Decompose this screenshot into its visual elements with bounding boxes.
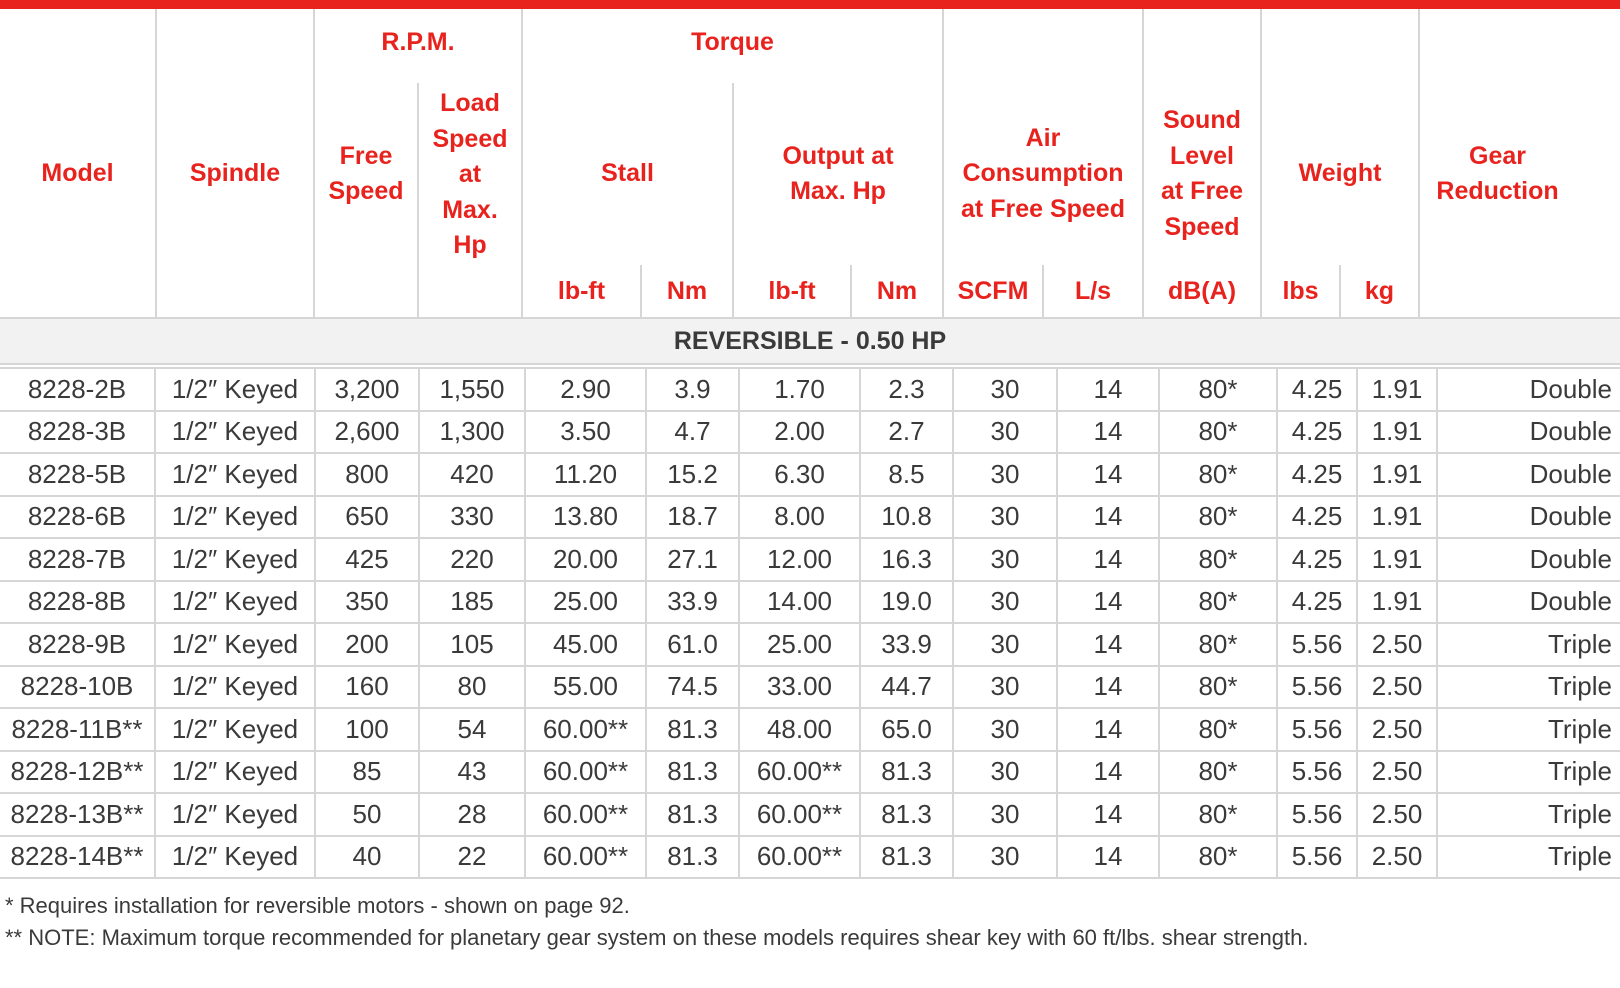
cell-lbs: 5.56 (1277, 751, 1357, 794)
cell-stall-lbft: 55.00 (525, 666, 646, 709)
cell-load-speed: 1,300 (419, 411, 525, 454)
cell-scfm: 30 (953, 623, 1057, 666)
cell-scfm: 30 (953, 666, 1057, 709)
cell-output-nm: 10.8 (860, 496, 953, 539)
header-torque: Torque (691, 28, 774, 57)
cell-scfm: 30 (953, 793, 1057, 836)
cell-gear: Triple (1437, 708, 1620, 751)
cell-stall-lbft: 60.00** (525, 708, 646, 751)
cell-load-speed: 105 (419, 623, 525, 666)
header-free-speed: Free Speed (328, 141, 404, 205)
cell-ls: 14 (1057, 666, 1159, 709)
cell-stall-lbft: 60.00** (525, 751, 646, 794)
cell-kg: 1.91 (1357, 538, 1437, 581)
section-title: REVERSIBLE - 0.50 HP (0, 317, 1620, 365)
cell-kg: 2.50 (1357, 836, 1437, 879)
cell-stall-nm: 81.3 (646, 751, 739, 794)
cell-stall-lbft: 2.90 (525, 368, 646, 411)
cell-free-speed: 650 (315, 496, 419, 539)
cell-model: 8228-12B** (0, 751, 155, 794)
table-row (0, 368, 1620, 411)
cell-model: 8228-11B** (0, 708, 155, 751)
table-row (0, 666, 1620, 709)
cell-output-nm: 81.3 (860, 793, 953, 836)
cell-kg: 2.50 (1357, 708, 1437, 751)
cell-stall-nm: 3.9 (646, 368, 739, 411)
cell-stall-lbft: 3.50 (525, 411, 646, 454)
table-row (0, 793, 1620, 836)
cell-ls: 14 (1057, 623, 1159, 666)
cell-output-nm: 16.3 (860, 538, 953, 581)
cell-model: 8228-3B (0, 411, 155, 454)
header-stall: Stall (601, 159, 654, 188)
unit-stall-nm: Nm (666, 277, 708, 306)
cell-stall-nm: 4.7 (646, 411, 739, 454)
header-air: Air Consumption at Free Speed (961, 123, 1125, 223)
cell-load-speed: 54 (419, 708, 525, 751)
cell-lbs: 5.56 (1277, 708, 1357, 751)
header-sound: Sound Level at Free Speed (1161, 106, 1243, 241)
cell-gear: Triple (1437, 751, 1620, 794)
cell-output-nm: 8.5 (860, 453, 953, 496)
header-rpm: R.P.M. (381, 28, 455, 57)
cell-free-speed: 425 (315, 538, 419, 581)
cell-load-speed: 1,550 (419, 368, 525, 411)
cell-output-lbft: 8.00 (739, 496, 860, 539)
cell-gear: Double (1437, 368, 1620, 411)
cell-output-lbft: 25.00 (739, 623, 860, 666)
cell-gear: Double (1437, 411, 1620, 454)
cell-load-speed: 43 (419, 751, 525, 794)
cell-scfm: 30 (953, 581, 1057, 624)
cell-dba: 80* (1159, 411, 1277, 454)
cell-model: 8228-10B (0, 666, 155, 709)
cell-kg: 2.50 (1357, 793, 1437, 836)
cell-spindle: 1/2″ Keyed (155, 836, 315, 879)
spec-table (0, 367, 1620, 879)
unit-dba: dB(A) (1167, 277, 1237, 306)
cell-stall-lbft: 20.00 (525, 538, 646, 581)
cell-dba: 80* (1159, 836, 1277, 879)
cell-output-nm: 33.9 (860, 623, 953, 666)
cell-spindle: 1/2″ Keyed (155, 368, 315, 411)
cell-gear: Double (1437, 453, 1620, 496)
cell-stall-nm: 81.3 (646, 836, 739, 879)
cell-lbs: 4.25 (1277, 538, 1357, 581)
cell-dba: 80* (1159, 538, 1277, 581)
cell-free-speed: 3,200 (315, 368, 419, 411)
table-header (0, 9, 1620, 317)
cell-model: 8228-7B (0, 538, 155, 581)
cell-load-speed: 185 (419, 581, 525, 624)
cell-lbs: 5.56 (1277, 666, 1357, 709)
cell-output-lbft: 33.00 (739, 666, 860, 709)
cell-dba: 80* (1159, 708, 1277, 751)
cell-lbs: 5.56 (1277, 836, 1357, 879)
cell-stall-nm: 18.7 (646, 496, 739, 539)
unit-lbs: lbs (1282, 277, 1319, 306)
cell-ls: 14 (1057, 836, 1159, 879)
footnote-2: ** NOTE: Maximum torque recommended for planetary gear system on these models requires shear key with 60 ft/lbs. shear strength. (5, 925, 1309, 950)
unit-output-nm: Nm (876, 277, 918, 306)
cell-scfm: 30 (953, 368, 1057, 411)
header-gear: Gear Reduction (1436, 141, 1559, 205)
cell-kg: 2.50 (1357, 666, 1437, 709)
unit-scfm: SCFM (957, 277, 1029, 306)
unit-kg: kg (1364, 277, 1395, 306)
cell-lbs: 4.25 (1277, 411, 1357, 454)
cell-output-lbft: 48.00 (739, 708, 860, 751)
cell-model: 8228-2B (0, 368, 155, 411)
header-model: Model (41, 159, 114, 188)
cell-ls: 14 (1057, 453, 1159, 496)
cell-output-nm: 44.7 (860, 666, 953, 709)
table-row (0, 751, 1620, 794)
cell-kg: 1.91 (1357, 368, 1437, 411)
table-row (0, 411, 1620, 454)
cell-free-speed: 800 (315, 453, 419, 496)
table-row (0, 496, 1620, 539)
cell-stall-lbft: 11.20 (525, 453, 646, 496)
cell-spindle: 1/2″ Keyed (155, 666, 315, 709)
cell-output-lbft: 60.00** (739, 836, 860, 879)
cell-free-speed: 200 (315, 623, 419, 666)
table-row (0, 538, 1620, 581)
cell-model: 8228-9B (0, 623, 155, 666)
footnote-1: * Requires installation for reversible motors - shown on page 92. (5, 893, 630, 918)
unit-ls: L/s (1074, 277, 1112, 306)
cell-free-speed: 50 (315, 793, 419, 836)
cell-load-speed: 420 (419, 453, 525, 496)
cell-spindle: 1/2″ Keyed (155, 453, 315, 496)
cell-dba: 80* (1159, 751, 1277, 794)
cell-output-nm: 81.3 (860, 751, 953, 794)
cell-kg: 1.91 (1357, 411, 1437, 454)
cell-model: 8228-14B** (0, 836, 155, 879)
table-row (0, 581, 1620, 624)
cell-gear: Triple (1437, 666, 1620, 709)
cell-lbs: 4.25 (1277, 581, 1357, 624)
table-row (0, 453, 1620, 496)
cell-stall-lbft: 60.00** (525, 793, 646, 836)
cell-output-lbft: 1.70 (739, 368, 860, 411)
cell-stall-nm: 27.1 (646, 538, 739, 581)
cell-kg: 1.91 (1357, 453, 1437, 496)
cell-stall-nm: 15.2 (646, 453, 739, 496)
table-row (0, 836, 1620, 879)
cell-ls: 14 (1057, 708, 1159, 751)
cell-output-lbft: 2.00 (739, 411, 860, 454)
cell-ls: 14 (1057, 751, 1159, 794)
cell-free-speed: 40 (315, 836, 419, 879)
cell-kg: 1.91 (1357, 581, 1437, 624)
cell-load-speed: 80 (419, 666, 525, 709)
table-row (0, 623, 1620, 666)
cell-spindle: 1/2″ Keyed (155, 751, 315, 794)
cell-free-speed: 160 (315, 666, 419, 709)
cell-gear: Triple (1437, 836, 1620, 879)
cell-dba: 80* (1159, 368, 1277, 411)
cell-free-speed: 85 (315, 751, 419, 794)
cell-output-lbft: 14.00 (739, 581, 860, 624)
cell-scfm: 30 (953, 751, 1057, 794)
cell-scfm: 30 (953, 708, 1057, 751)
cell-ls: 14 (1057, 538, 1159, 581)
cell-kg: 1.91 (1357, 496, 1437, 539)
cell-output-lbft: 12.00 (739, 538, 860, 581)
cell-lbs: 5.56 (1277, 793, 1357, 836)
unit-stall-lbft: lb-ft (557, 277, 606, 306)
cell-scfm: 30 (953, 411, 1057, 454)
cell-spindle: 1/2″ Keyed (155, 411, 315, 454)
cell-gear: Double (1437, 538, 1620, 581)
cell-scfm: 30 (953, 496, 1057, 539)
cell-spindle: 1/2″ Keyed (155, 538, 315, 581)
cell-stall-nm: 61.0 (646, 623, 739, 666)
cell-load-speed: 220 (419, 538, 525, 581)
cell-stall-nm: 81.3 (646, 708, 739, 751)
cell-spindle: 1/2″ Keyed (155, 581, 315, 624)
cell-dba: 80* (1159, 666, 1277, 709)
cell-gear: Double (1437, 581, 1620, 624)
cell-load-speed: 330 (419, 496, 525, 539)
cell-kg: 2.50 (1357, 623, 1437, 666)
cell-ls: 14 (1057, 793, 1159, 836)
cell-lbs: 4.25 (1277, 496, 1357, 539)
cell-output-nm: 81.3 (860, 836, 953, 879)
cell-lbs: 4.25 (1277, 368, 1357, 411)
cell-output-nm: 65.0 (860, 708, 953, 751)
cell-dba: 80* (1159, 793, 1277, 836)
cell-load-speed: 22 (419, 836, 525, 879)
cell-free-speed: 350 (315, 581, 419, 624)
cell-spindle: 1/2″ Keyed (155, 708, 315, 751)
cell-spindle: 1/2″ Keyed (155, 496, 315, 539)
cell-ls: 14 (1057, 496, 1159, 539)
cell-scfm: 30 (953, 836, 1057, 879)
table-row (0, 708, 1620, 751)
top-red-bar (0, 0, 1620, 9)
cell-ls: 14 (1057, 581, 1159, 624)
footnotes (5, 890, 1308, 954)
cell-gear: Double (1437, 496, 1620, 539)
cell-stall-nm: 33.9 (646, 581, 739, 624)
cell-dba: 80* (1159, 581, 1277, 624)
cell-free-speed: 100 (315, 708, 419, 751)
header-output: Output at Max. Hp (782, 141, 894, 205)
cell-free-speed: 2,600 (315, 411, 419, 454)
cell-load-speed: 28 (419, 793, 525, 836)
cell-stall-lbft: 45.00 (525, 623, 646, 666)
cell-lbs: 4.25 (1277, 453, 1357, 496)
cell-scfm: 30 (953, 538, 1057, 581)
cell-kg: 2.50 (1357, 751, 1437, 794)
cell-ls: 14 (1057, 368, 1159, 411)
cell-dba: 80* (1159, 496, 1277, 539)
header-spindle: Spindle (189, 159, 281, 188)
header-load-speed: Load Speed at Max. Hp (432, 89, 508, 260)
cell-dba: 80* (1159, 453, 1277, 496)
cell-stall-lbft: 13.80 (525, 496, 646, 539)
cell-stall-lbft: 25.00 (525, 581, 646, 624)
cell-lbs: 5.56 (1277, 623, 1357, 666)
cell-spindle: 1/2″ Keyed (155, 793, 315, 836)
cell-gear: Triple (1437, 793, 1620, 836)
cell-spindle: 1/2″ Keyed (155, 623, 315, 666)
cell-dba: 80* (1159, 623, 1277, 666)
cell-model: 8228-6B (0, 496, 155, 539)
cell-stall-nm: 74.5 (646, 666, 739, 709)
cell-output-nm: 19.0 (860, 581, 953, 624)
cell-model: 8228-8B (0, 581, 155, 624)
cell-model: 8228-5B (0, 453, 155, 496)
cell-output-nm: 2.7 (860, 411, 953, 454)
cell-output-lbft: 60.00** (739, 751, 860, 794)
cell-gear: Triple (1437, 623, 1620, 666)
header-weight: Weight (1298, 159, 1382, 188)
cell-output-lbft: 60.00** (739, 793, 860, 836)
unit-output-lbft: lb-ft (768, 277, 816, 306)
cell-stall-nm: 81.3 (646, 793, 739, 836)
cell-model: 8228-13B** (0, 793, 155, 836)
cell-output-lbft: 6.30 (739, 453, 860, 496)
cell-stall-lbft: 60.00** (525, 836, 646, 879)
cell-output-nm: 2.3 (860, 368, 953, 411)
cell-scfm: 30 (953, 453, 1057, 496)
cell-ls: 14 (1057, 411, 1159, 454)
